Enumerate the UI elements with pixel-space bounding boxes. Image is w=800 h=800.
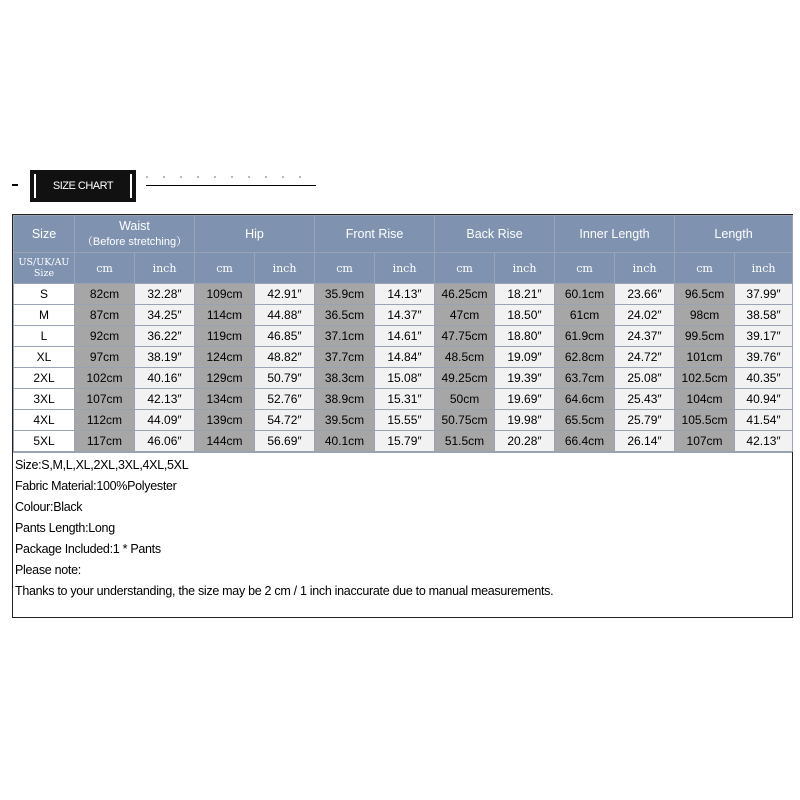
size-cell: 4XL: [14, 410, 75, 431]
cm-cell: 144cm: [195, 431, 255, 452]
table-row: [14, 431, 793, 452]
unit-header-row: [14, 253, 793, 284]
note-line: Pants Length:Long: [15, 521, 115, 535]
inner-length-header: Inner Length: [555, 216, 675, 253]
length-header: Length: [675, 216, 793, 253]
table-row: [14, 368, 793, 389]
inch-cell: 50.79″: [255, 368, 315, 389]
cm-cell: 119cm: [195, 326, 255, 347]
inch-cell: 14.13″: [375, 284, 435, 305]
table-row: [14, 347, 793, 368]
table-row: [14, 305, 793, 326]
inch-cell: 34.25″: [135, 305, 195, 326]
cm-cell: 36.5cm: [315, 305, 375, 326]
inch-cell: 18.50″: [495, 305, 555, 326]
size-chart-title: SIZE CHART: [30, 170, 136, 202]
cm-cell: 129cm: [195, 368, 255, 389]
cm-cell: 114cm: [195, 305, 255, 326]
inch-cell: 19.98″: [495, 410, 555, 431]
inch-cell: 24.72″: [615, 347, 675, 368]
inch-cell: 25.08″: [615, 368, 675, 389]
cm-cell: 48.5cm: [435, 347, 495, 368]
inch-cell: 40.35″: [735, 368, 793, 389]
front-rise-header: Front Rise: [315, 216, 435, 253]
waist-sub-label: （Before stretching）: [81, 236, 188, 248]
cm-cell: 61cm: [555, 305, 615, 326]
note-line: Please note:: [15, 563, 81, 577]
table-row: [14, 326, 793, 347]
cm-cell: 66.4cm: [555, 431, 615, 452]
cm-cell: 62.8cm: [555, 347, 615, 368]
inch-cell: 40.94″: [735, 389, 793, 410]
cm-cell: 63.7cm: [555, 368, 615, 389]
unit-cm-header: cm: [675, 253, 735, 284]
cm-cell: 50cm: [435, 389, 495, 410]
product-notes: [13, 452, 792, 618]
size-column-header: Size: [14, 216, 75, 253]
banner-tick: [12, 184, 18, 186]
inch-cell: 46.06″: [135, 431, 195, 452]
size-cell: L: [14, 326, 75, 347]
cm-cell: 51.5cm: [435, 431, 495, 452]
cm-cell: 107cm: [675, 431, 735, 452]
unit-cm-header: cm: [435, 253, 495, 284]
size-cell: XL: [14, 347, 75, 368]
size-chart: [12, 214, 793, 618]
hip-header: Hip: [195, 216, 315, 253]
size-table: [13, 215, 793, 452]
inch-cell: 38.19″: [135, 347, 195, 368]
cm-cell: 109cm: [195, 284, 255, 305]
unit-inch-header: inch: [735, 253, 793, 284]
inch-cell: 41.54″: [735, 410, 793, 431]
table-header-row: [14, 216, 793, 253]
cm-cell: 38.9cm: [315, 389, 375, 410]
unit-inch-header: inch: [255, 253, 315, 284]
cm-cell: 98cm: [675, 305, 735, 326]
cm-cell: 82cm: [75, 284, 135, 305]
inch-cell: 19.69″: [495, 389, 555, 410]
cm-cell: 97cm: [75, 347, 135, 368]
inch-cell: 39.17″: [735, 326, 793, 347]
table-row: [14, 284, 793, 305]
inch-cell: 15.08″: [375, 368, 435, 389]
size-cell: 2XL: [14, 368, 75, 389]
inch-cell: 46.85″: [255, 326, 315, 347]
inch-cell: 52.76″: [255, 389, 315, 410]
inch-cell: 38.58″: [735, 305, 793, 326]
inch-cell: 42.91″: [255, 284, 315, 305]
inch-cell: 18.80″: [495, 326, 555, 347]
cm-cell: 92cm: [75, 326, 135, 347]
inch-cell: 42.13″: [135, 389, 195, 410]
size-cell: 5XL: [14, 431, 75, 452]
cm-cell: 102cm: [75, 368, 135, 389]
banner-dots: [146, 176, 316, 178]
cm-cell: 37.1cm: [315, 326, 375, 347]
waist-label: Waist: [119, 219, 150, 233]
inch-cell: 19.09″: [495, 347, 555, 368]
cm-cell: 112cm: [75, 410, 135, 431]
note-line: Size:S,M,L,XL,2XL,3XL,4XL,5XL: [15, 458, 189, 472]
inch-cell: 44.88″: [255, 305, 315, 326]
size-table-body: [14, 284, 793, 452]
inch-cell: 25.43″: [615, 389, 675, 410]
cm-cell: 104cm: [675, 389, 735, 410]
cm-cell: 64.6cm: [555, 389, 615, 410]
cm-cell: 102.5cm: [675, 368, 735, 389]
inch-cell: 15.79″: [375, 431, 435, 452]
inch-cell: 56.69″: [255, 431, 315, 452]
cm-cell: 124cm: [195, 347, 255, 368]
inch-cell: 20.28″: [495, 431, 555, 452]
inch-cell: 40.16″: [135, 368, 195, 389]
note-line: Colour:Black: [15, 500, 83, 514]
inch-cell: 19.39″: [495, 368, 555, 389]
cm-cell: 38.3cm: [315, 368, 375, 389]
size-region-header: [14, 253, 75, 284]
cm-cell: 87cm: [75, 305, 135, 326]
inch-cell: 24.37″: [615, 326, 675, 347]
inch-cell: 24.02″: [615, 305, 675, 326]
inch-cell: 37.99″: [735, 284, 793, 305]
unit-inch-header: inch: [495, 253, 555, 284]
cm-cell: 105.5cm: [675, 410, 735, 431]
note-line: Package Included:1 * Pants: [15, 542, 161, 556]
size-chart-banner: [12, 170, 312, 202]
cm-cell: 134cm: [195, 389, 255, 410]
size-region-label: US/UK/AU: [18, 257, 70, 268]
inch-cell: 25.79″: [615, 410, 675, 431]
size-cell: S: [14, 284, 75, 305]
inch-cell: 26.14″: [615, 431, 675, 452]
size-cell: M: [14, 305, 75, 326]
unit-cm-header: cm: [555, 253, 615, 284]
cm-cell: 37.7cm: [315, 347, 375, 368]
inch-cell: 32.28″: [135, 284, 195, 305]
table-row: [14, 389, 793, 410]
inch-cell: 54.72″: [255, 410, 315, 431]
unit-cm-header: cm: [195, 253, 255, 284]
cm-cell: 107cm: [75, 389, 135, 410]
note-line: Fabric Material:100%Polyester: [15, 479, 177, 493]
cm-cell: 117cm: [75, 431, 135, 452]
cm-cell: 99.5cm: [675, 326, 735, 347]
cm-cell: 65.5cm: [555, 410, 615, 431]
inch-cell: 39.76″: [735, 347, 793, 368]
cm-cell: 49.25cm: [435, 368, 495, 389]
cm-cell: 40.1cm: [315, 431, 375, 452]
cm-cell: 35.9cm: [315, 284, 375, 305]
unit-cm-header: cm: [315, 253, 375, 284]
unit-inch-header: inch: [615, 253, 675, 284]
cm-cell: 139cm: [195, 410, 255, 431]
cm-cell: 61.9cm: [555, 326, 615, 347]
inch-cell: 14.37″: [375, 305, 435, 326]
table-row: [14, 410, 793, 431]
cm-cell: 101cm: [675, 347, 735, 368]
inch-cell: 48.82″: [255, 347, 315, 368]
cm-cell: 46.25cm: [435, 284, 495, 305]
cm-cell: 47cm: [435, 305, 495, 326]
unit-inch-header: inch: [135, 253, 195, 284]
inch-cell: 44.09″: [135, 410, 195, 431]
inch-cell: 14.84″: [375, 347, 435, 368]
size-region-sub: Size: [33, 268, 55, 279]
unit-cm-header: cm: [75, 253, 135, 284]
cm-cell: 39.5cm: [315, 410, 375, 431]
cm-cell: 47.75cm: [435, 326, 495, 347]
inch-cell: 14.61″: [375, 326, 435, 347]
waist-header: [75, 216, 195, 253]
inch-cell: 36.22″: [135, 326, 195, 347]
inch-cell: 15.31″: [375, 389, 435, 410]
inch-cell: 18.21″: [495, 284, 555, 305]
inch-cell: 15.55″: [375, 410, 435, 431]
unit-inch-header: inch: [375, 253, 435, 284]
size-cell: 3XL: [14, 389, 75, 410]
back-rise-header: Back Rise: [435, 216, 555, 253]
note-line: Thanks to your understanding, the size may be 2 cm / 1 inch inaccurate due to manual measurements.: [15, 584, 554, 598]
cm-cell: 50.75cm: [435, 410, 495, 431]
cm-cell: 60.1cm: [555, 284, 615, 305]
inch-cell: 23.66″: [615, 284, 675, 305]
cm-cell: 96.5cm: [675, 284, 735, 305]
banner-rule: [146, 185, 316, 186]
inch-cell: 42.13″: [735, 431, 793, 452]
